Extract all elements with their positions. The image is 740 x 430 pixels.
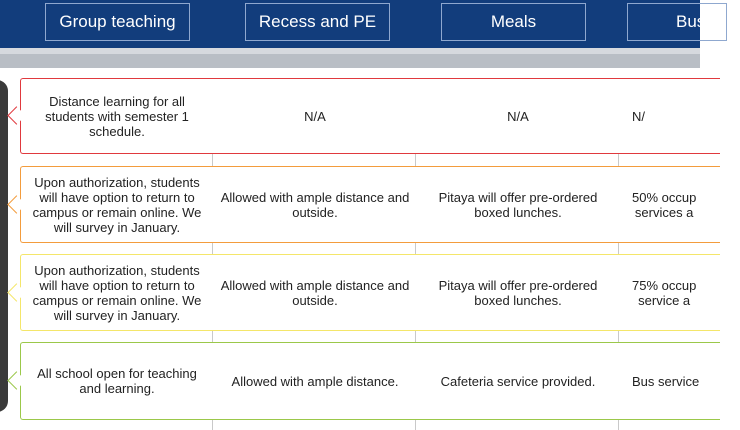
table-cell-meals: Pitaya will offer pre-ordered boxed lunches.: [438, 277, 598, 308]
table-cell-recess: N/A: [304, 108, 326, 124]
header-bar: [0, 0, 706, 48]
table-cell-bus: Bus service: [632, 373, 700, 389]
table-cell-bus: 75% occup service a: [632, 277, 697, 308]
table-row: [20, 342, 720, 420]
table-cell-recess: Allowed with ample distance and outside.: [220, 277, 410, 308]
column-header-recess-pe[interactable]: Recess and PE: [245, 3, 390, 41]
header-divider-dark: [0, 54, 700, 68]
table-cell-meals: N/A: [507, 108, 529, 124]
table-cell-meals: Pitaya will offer pre-ordered boxed lunches.: [438, 189, 598, 220]
table-cell-meals: Cafeteria service provided.: [440, 373, 596, 389]
table-row: [20, 254, 720, 331]
column-header-meals[interactable]: Meals: [441, 3, 586, 41]
table-cell-phase: Distance learning for all students with semester 1 schedule.: [45, 93, 189, 139]
table-cell-recess: Allowed with ample distance.: [231, 373, 399, 389]
level-indicator-strip: [0, 80, 8, 412]
column-header-bus[interactable]: Bus: [627, 3, 727, 41]
table-cell-bus: 50% occup services a: [632, 189, 697, 220]
table-cell-bus: N/: [632, 108, 645, 124]
table-cell-phase: Upon authorization, students will have option to return to campus or remain online. We will survey in January.: [32, 174, 202, 235]
table-cell-phase: Upon authorization, students will have option to return to campus or remain online. We will survey in January.: [32, 262, 202, 323]
table-cell-phase: All school open for teaching and learning.: [37, 366, 197, 396]
column-header-group-teaching[interactable]: Group teaching: [45, 3, 190, 41]
table-cell-recess: Allowed with ample distance and outside.: [220, 189, 410, 220]
table-row: [20, 166, 720, 243]
table-row: [20, 78, 720, 154]
